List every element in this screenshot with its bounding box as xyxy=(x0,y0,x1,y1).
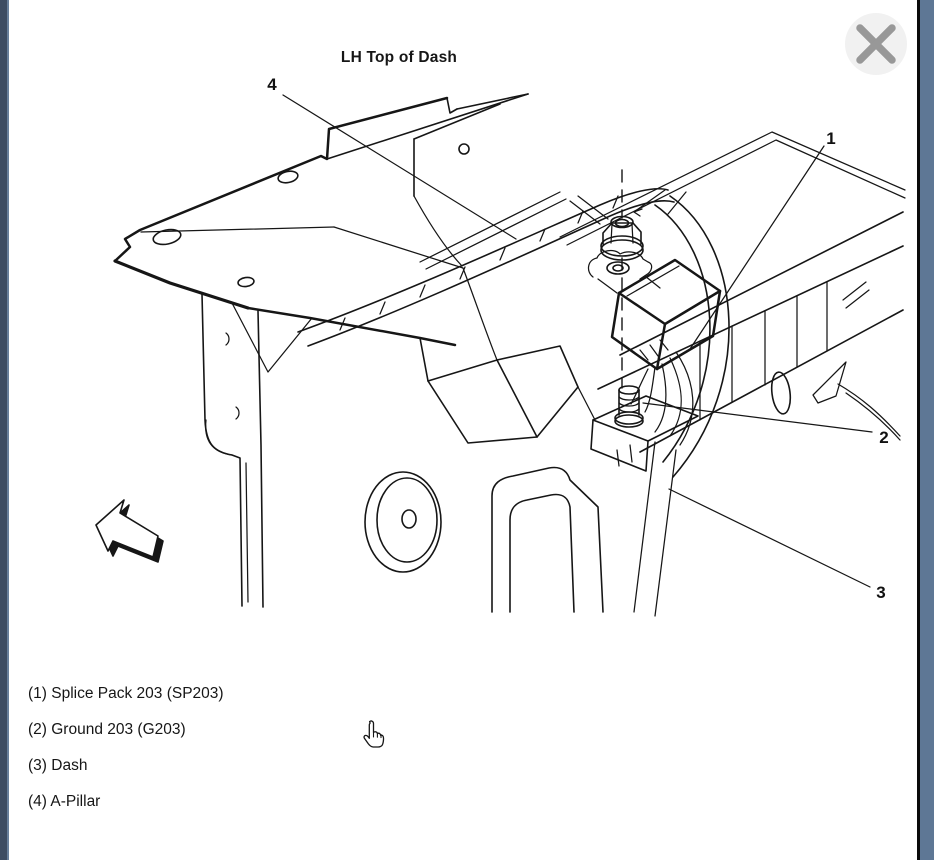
callout-2: 2 xyxy=(879,428,889,447)
direction-arrow-drawing xyxy=(96,500,163,562)
callout-2-leader xyxy=(643,403,872,432)
windshield-band-drawing xyxy=(298,189,686,346)
legend-item-3: (3) Dash xyxy=(28,757,88,774)
page-title: LH Top of Dash xyxy=(340,49,458,66)
cowl-panel-drawing xyxy=(115,94,528,372)
legend-item-2: (2) Ground 203 (G203) xyxy=(28,721,186,738)
center-duct-drawing xyxy=(420,338,595,443)
legend-item-4: (4) A-Pillar xyxy=(28,793,101,810)
a-pillar-drawing xyxy=(560,132,905,477)
callout-4: 4 xyxy=(267,75,277,94)
speaker-drawing xyxy=(365,472,441,572)
callout-1: 1 xyxy=(826,129,836,148)
callout-1-leader xyxy=(690,146,824,349)
support-leg-drawing xyxy=(202,294,263,607)
mouse-cursor-hand xyxy=(360,720,386,753)
callout-4-leader xyxy=(283,95,516,239)
ground-bolt-drawing xyxy=(615,386,643,427)
callout-3-leader xyxy=(669,489,870,587)
legend-item-1: (1) Splice Pack 203 (SP203) xyxy=(28,685,224,702)
legend xyxy=(28,686,224,810)
door-frame-drawing xyxy=(492,468,603,613)
callout-3: 3 xyxy=(876,583,886,602)
callouts xyxy=(267,75,888,602)
